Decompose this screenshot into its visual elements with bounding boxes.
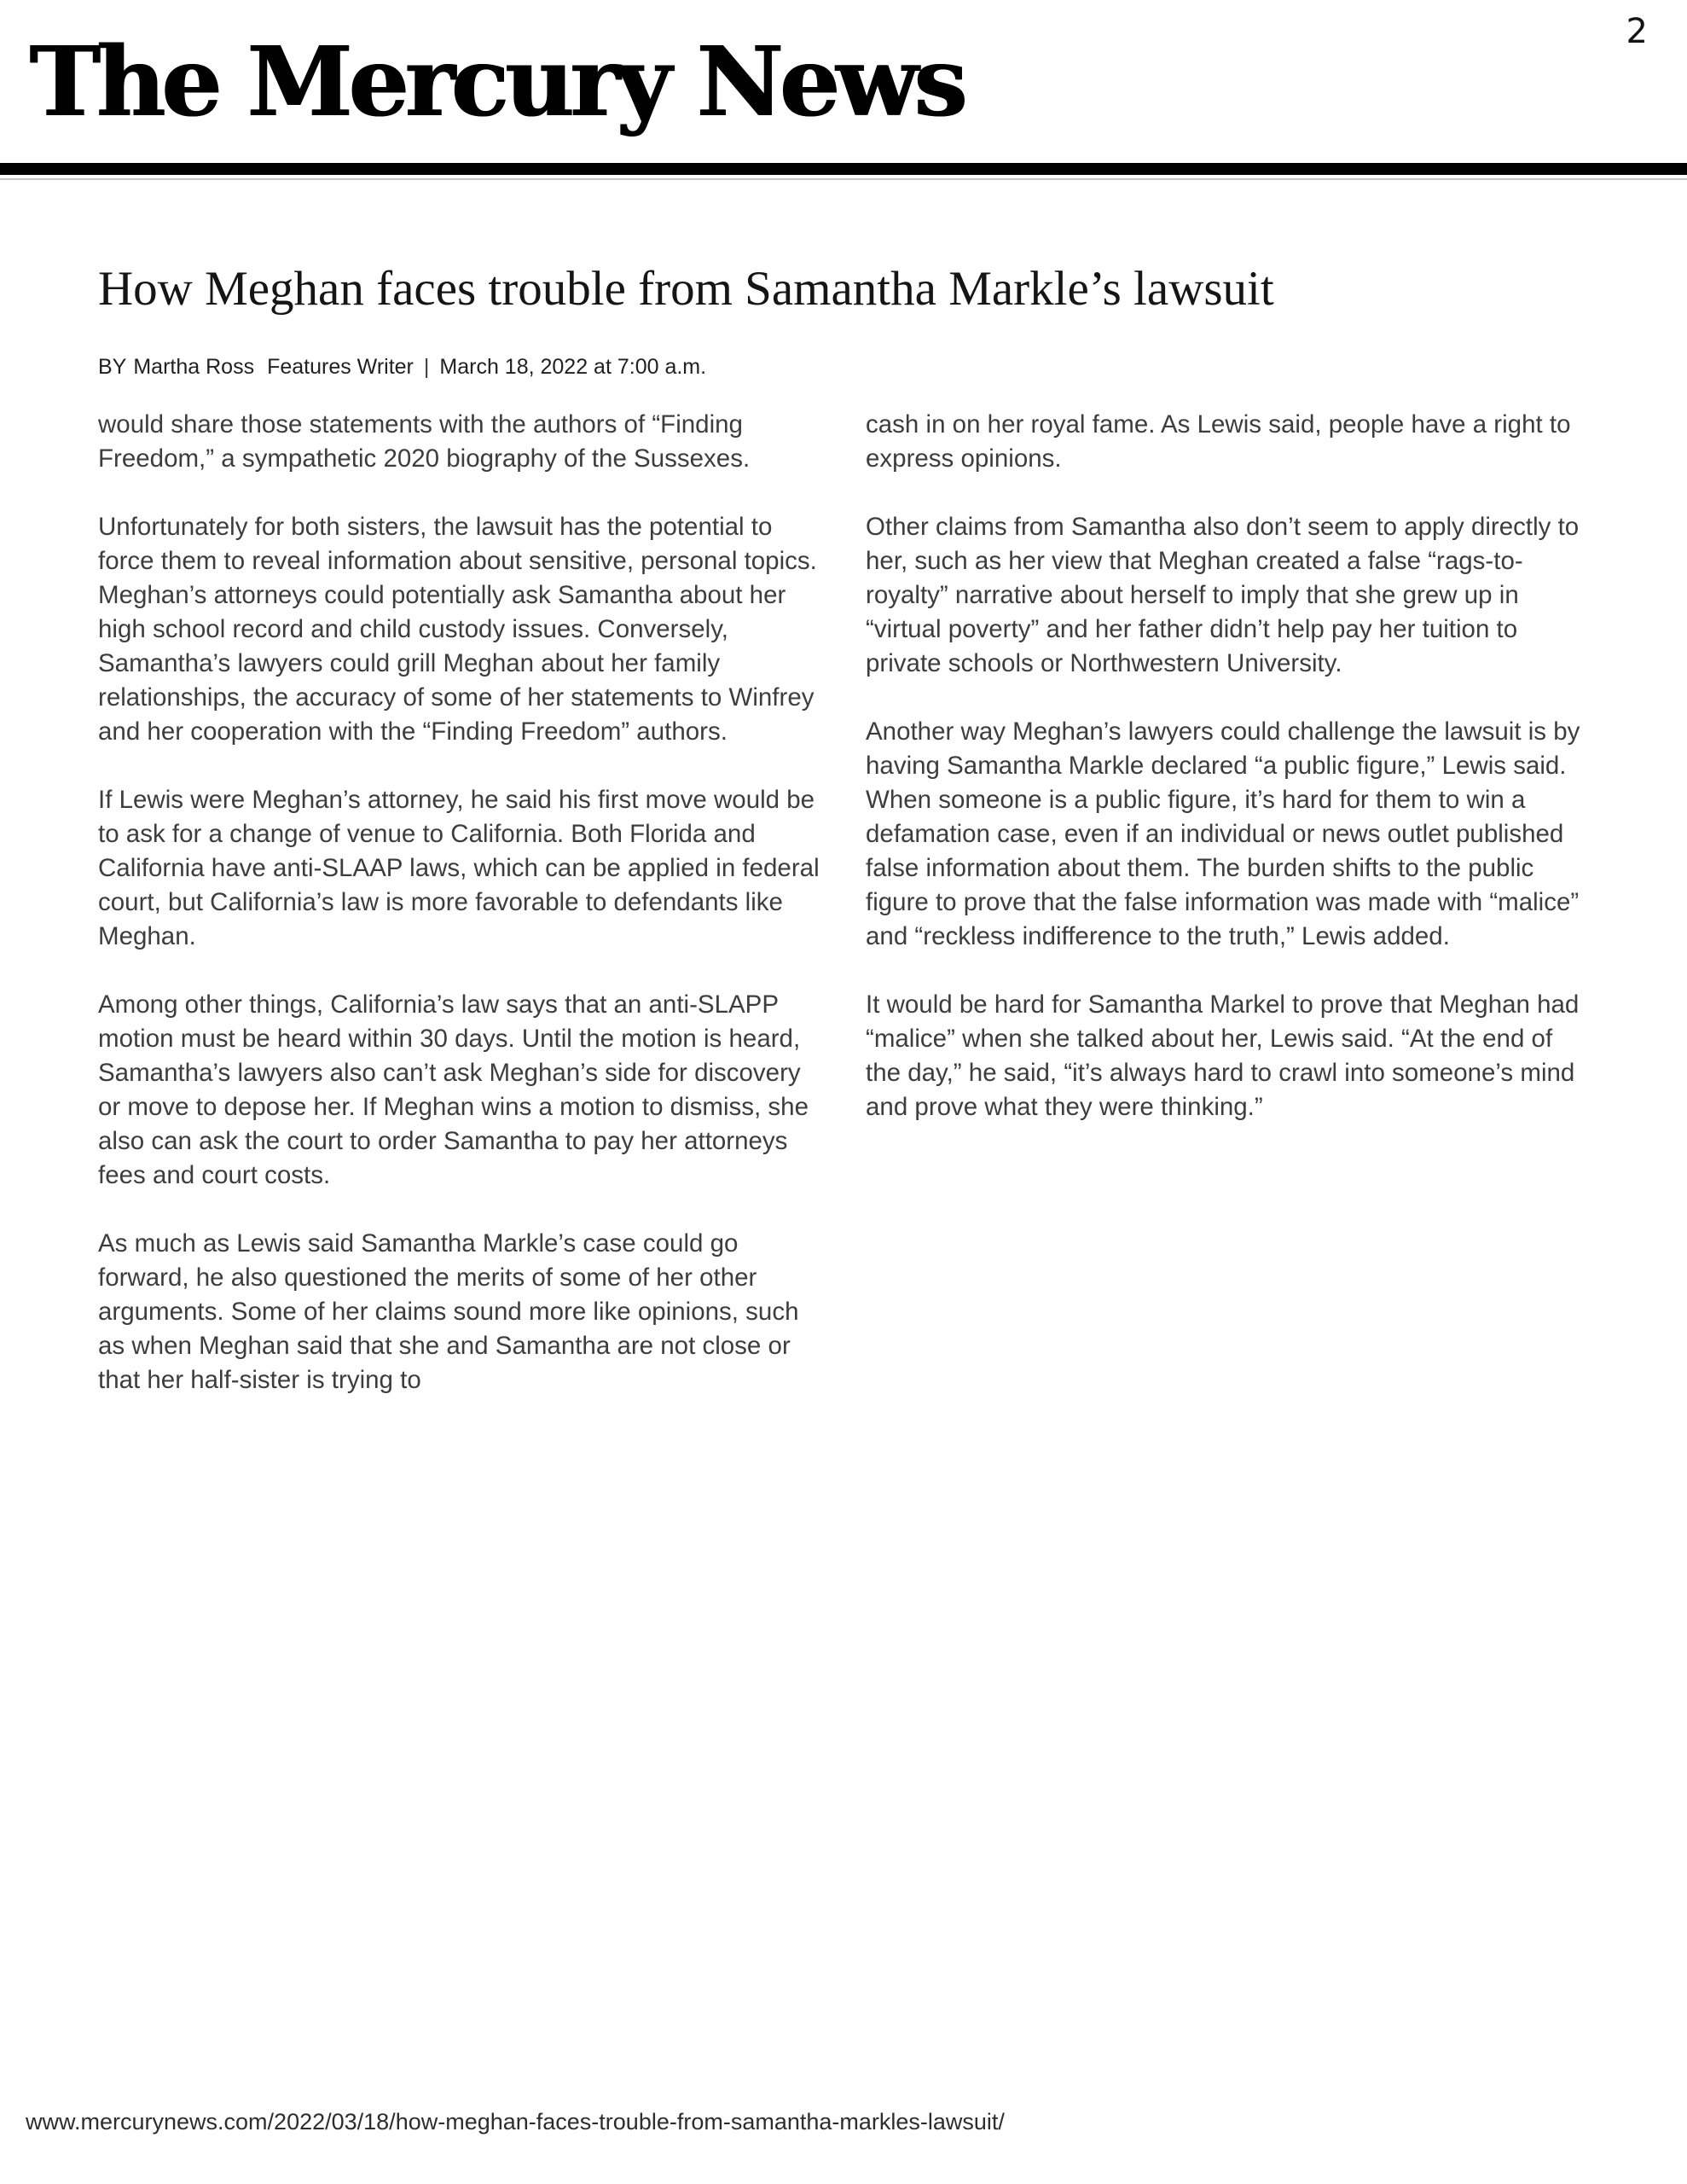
byline-separator: | (423, 355, 430, 379)
article-paragraph: Another way Meghan’s lawyers could challenge the lawsuit is by having Samantha Markle declared “a public figure,” Lewis said. When someone is a public figure, it’s hard for them to win a defamation case, even if an individual or news outlet published false information about them. The burden shifts to the public figure to prove that the false information was made with “malice” and “reckless indifference to the truth,” Lewis added. (866, 717, 1587, 950)
column-right (866, 408, 1592, 1432)
byline (98, 355, 706, 380)
masthead-divider-rule-thin (0, 178, 1687, 180)
page-number: 2 (1626, 12, 1648, 51)
byline-date: March 18, 2022 at 7:00 a.m. (439, 355, 707, 379)
byline-prefix: BY (98, 355, 127, 379)
article-paragraph: It would be hard for Samantha Markel to prove that Meghan had “malice” when she talked about her, Lewis said. “At the end of the day,” he said, “it’s always hard to crawl into someone’s mind and prove what they were thinking.” (866, 990, 1586, 1121)
column-left (98, 408, 825, 1432)
article-paragraph: As much as Lewis said Samantha Markle’s case could go forward, he also questioned the merits of some of her other arguments. Some of her claims sound more like opinions, such as when Meghan said that she and Samantha are not close or that her half-sister is trying to (98, 1229, 806, 1394)
article-headline: How Meghan faces trouble from Samantha Markle’s lawsuit (98, 262, 1274, 317)
footer-url: www.mercurynews.com/2022/03/18/how-meghan-faces-trouble-from-samantha-markles-lawsuit/ (26, 2109, 1005, 2135)
article-paragraph: Among other things, California’s law says that an anti-SLAPP motion must be heard within 30 days. Until the motion is heard, Samantha’s lawyers also can’t ask Meghan’s side for discovery or move to depose her. If Meghan wins a motion to dismiss, she also can ask the court to order Samantha to pay her attorneys fees and court costs. (98, 990, 816, 1189)
masthead-logo: The Mercury News (29, 26, 964, 138)
masthead-divider-rule (0, 163, 1687, 175)
article-paragraph: Unfortunately for both sisters, the lawsuit has the potential to force them to reveal information about sensitive, personal topics. Meghan’s attorneys could potentially ask Samantha about her high school record and child custody issues. Conversely, Samantha’s lawyers could grill Meghan about her family relationships, the accuracy of some of her statements to Winfrey and her cooperation with the “Finding Freedom” authors. (98, 513, 825, 746)
article-paragraph: cash in on her royal fame. As Lewis said, people have a right to express opinions. (866, 410, 1578, 473)
byline-author: Martha Ross (133, 355, 255, 379)
article-paragraph: would share those statements with the authors of “Finding Freedom,” a sympathetic 2020 biography of the Sussexes. (98, 410, 751, 473)
article-paragraph: If Lewis were Meghan’s attorney, he said his first move would be to ask for a change of venue to California. Both Florida and California have anti-SLAAP laws, which can be applied in federal court, but California’s law is more favorable to defendants like Meghan. (98, 786, 826, 950)
article-columns (98, 408, 1592, 1432)
article-paragraph: Other claims from Samantha also don’t seem to apply directly to her, such as her view that Meghan created a false “rags-to-royalty” narrative about herself to imply that she grew up in “virtual poverty” and her father didn’t help pay her tuition to private schools or Northwestern University. (866, 513, 1586, 677)
byline-role: Features Writer (267, 355, 414, 379)
